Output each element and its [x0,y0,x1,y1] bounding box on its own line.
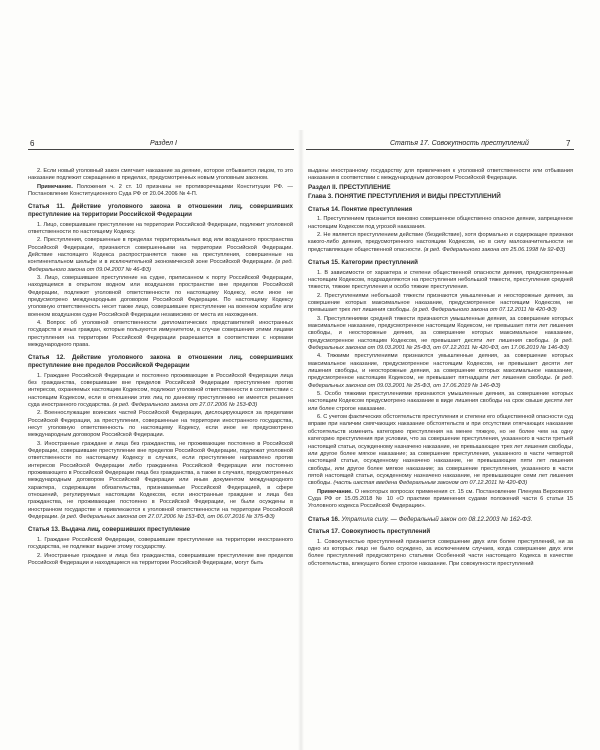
amendment-reference: (в ред. Федеральных законов от 09.03.2001 № 25-ФЗ, от 07.12.2011 № 420-ФЗ, от 17.06.2019 № 146-ФЗ) [308,337,573,352]
previous-page-tail [30,0,570,128]
note-label: Примечание. [317,488,353,495]
article-heading [28,203,293,218]
paragraph-text: 1. Совокупностью преступлений признается совершение двух или более преступлений, ни за одно из которых лицо не было осуждено, за исключением случаев, когда совершение двух или более преступлений предусмотрено статьями Особенной части настоящего Кодекса в качестве обстоятельства, влекущего более строгое наказание. При совокупности преступлений [308,538,573,567]
paragraph-text: 3. Преступлениями средней тяжести признаются умышленные деяния, за совершение которых максимальное наказание, предусмотренное настоящим Кодексом, не превышает пяти лет лишения свободы, и неосторожные деяния, за совершение которых максимальное наказание, предусмотренное настоящим Кодексом, не превышает десяти лет лишения свободы. [308,315,573,344]
left-header-rule [28,149,294,150]
amendment-reference: (часть шестая введена Федеральным законом от 07.12.2011 № 420-ФЗ) [331,480,528,487]
section-heading [308,184,573,192]
paragraph-text: 2. Преступления, совершенные в пределах территориальных вод или воздушного пространства Российской Федерации, признаются совершенными на территории Российской Федерации. Действие настоящего Кодекса распространяется также на преступления, совершенные на континентальном шельфе и в исключительной экономической зоне Российской Федерации. [28,237,293,266]
paragraph-text: 1. Преступлением признается виновно совершенное общественно опасное деяние, запрещенное настоящим Кодексом под угрозой наказания. [308,216,573,230]
paragraph [28,275,293,319]
article-heading-text: Статья 16. [308,515,340,523]
paragraph-text: 2. Если новый уголовный закон смягчает наказание за деяние, которое отбывается лицом, то это наказание подлежит сокращению в пределах, предусмотренных новым уголовным законом. [28,168,293,182]
left-page-body [28,168,293,738]
article-heading-text: Статья 14. Понятие преступления [308,205,413,213]
paragraph-text: 4. Вопрос об уголовной ответственности дипломатических представителей иностранных государств и иных граждан, которые пользуются иммунитетом, в случае совершения этими лицами преступления на территории Российской Федерации разрешается в соответствии с нормами международного права. [28,320,293,349]
article-heading [28,526,293,534]
article-heading [308,206,573,214]
article-heading-text: Статья 11. Действие уголовного закона в отношении лиц, совершивших преступление на территории Российской Федерации [28,203,293,218]
article-heading [308,259,573,267]
paragraph [28,320,293,349]
left-page-number: 6 [30,139,35,148]
paragraph-text: 1. В зависимости от характера и степени общественной опасности деяния, предусмотренные настоящим Кодексом, подразделяются на преступления небольшой тяжести, преступления средней тяжести, тяжкие преступления и особо тяжкие преступления. [308,269,573,291]
paragraph-text: 5. Особо тяжкими преступлениями признаются умышленные деяния, за совершение которых настоящим Кодексом предусмотрено наказание в виде лишения свободы на срок свыше десяти лет или более строгое наказание. [308,391,573,412]
right-page-body [308,168,573,738]
article-heading-text: Статья 13. Выдача лиц, совершивших преступление [28,526,191,534]
article-heading-text: Статья 17. Совокупность преступлений [308,528,431,536]
paragraph [308,353,573,390]
note-label: Примечание. [37,183,73,190]
paragraph [308,391,573,413]
chapter-heading-text: Глава 3. ПОНЯТИЕ ПРЕСТУПЛЕНИЯ И ВИДЫ ПРЕСТУПЛЕНИЙ [308,192,501,200]
right-page-number: 7 [566,139,571,148]
paragraph [308,270,573,292]
chapter-heading [308,193,573,201]
paragraph [308,539,573,568]
note-text: О некоторых вопросах применения ст. 15 см. Постановление Пленума Верховного Суда РФ от 15.05.2018 № 10 «О практике применения судами положений части 6 статьи 15 Уголовного кодекса Российской Федерации». [308,488,573,510]
paragraph [308,293,573,315]
paragraph-text: 2. Иностранные граждане и лица без гражданства, совершившие преступление вне пределов Российской Федерации и находящиеся на территории Российской Федерации, могут быть [28,552,293,567]
paragraph-text: 1. Лицо, совершившее преступление на территории Российской Федерации, подлежит уголовной ответственности по настоящему Кодексу. [28,221,293,235]
paragraph [308,316,573,353]
paragraph [28,537,293,552]
paragraph-text: 3. Иностранные граждане и лица без гражданства, не проживающие постоянно в Российской Федерации, совершившие преступление вне пределов Российской Федерации, подлежат уголовной ответственности по настоящему Кодексу в случаях, если преступление направлено против интересов Российской Федерации либо гражданина Российской Федерации или постоянно проживающего в Российской Федерации лица без гражданства, а также в случаях, предусмотренных международным договором Российской Федерации или иным документом международного характера, содержащим обязательства, признаваемые Российской Федерацией, в сфере отношений, регулируемых настоящим Кодексом, если иностранные граждане и лица без гражданства, не проживающие постоянно в Российской Федерации, не были осуждены в иностранном государстве и привлекаются к уголовной ответственности на территории Российской Федерации. [28,440,293,521]
note-paragraph [308,489,573,511]
article-heading [308,528,573,536]
amendment-reference: (в ред. Федерального закона от 25.06.1998 № 92-ФЗ) [422,246,566,253]
right-running-head: Статья 17. Совокупность преступлений [390,140,529,147]
paragraph-text: выданы иностранному государству для привлечения к уголовной ответственности или отбывания наказания в соответствии с международным договором Российской Федерации. [308,168,573,182]
paragraph [28,237,293,274]
paragraph-text: 3. Лицо, совершившее преступление на судне, приписанном к порту Российской Федерации, находящемся в открытом водном или воздушном пространстве вне пределов Российской Федерации, подлежит уголовной ответственности по настоящему Кодексу, если иное не предусмотрено международным договором Российской Федерации. По настоящему Кодексу уголовную ответственность несет также лицо, совершившее преступление на военном корабле или военном воздушном судне Российской Федерации независимо от места их нахождения. [28,274,293,318]
left-running-head: Раздел I [150,140,177,147]
paragraph [28,441,293,522]
article-heading [28,354,293,369]
amendment-reference: (в ред. Федеральных законов от 09.03.2001 № 25-ФЗ, от 17.06.2019 № 146-ФЗ) [308,375,573,389]
amendment-reference: (в ред. Федеральных законов от 27.07.2006 № 153-ФЗ, от 06.07.2016 № 375-ФЗ) [58,514,275,521]
paragraph [308,216,573,231]
amendment-reference: Утратила силу. — Федеральный закон от 08.12.2003 № 162-ФЗ. [339,515,533,523]
amendment-reference: (в ред. Федерального закона от 27.07.2006 № 153-ФЗ) [110,401,258,408]
paragraph [308,232,573,254]
paragraph-text: 1. Граждане Российской Федерации и постоянно проживающие в Российской Федерации лица без гражданства, совершившие вне пределов Российской Федерации преступление против интересов, охраняемых настоящим Кодексом, подлежат уголовной ответственности в соответствии с настоящим Кодексом, если в отношении этих лиц по данному преступлению не имеется решения суда иностранного государства. [28,372,293,408]
paragraph [28,553,293,568]
paragraph [308,414,573,487]
paragraph-text: 2. Не является преступлением действие (бездействие), хотя формально и содержащее признаки какого-либо деяния, предусмотренного настоящим Кодексом, но в силу малозначительности не представляющее общественной опасности. [308,231,573,253]
paragraph [28,222,293,237]
paragraph-text: 1. Граждане Российской Федерации, совершившие преступление на территории иностранного государства, не подлежат выдаче этому государству. [28,537,293,551]
paragraph [28,410,293,439]
paragraph [308,168,573,183]
amendment-reference: (в ред. Федерального закона от 09.04.2007 № 46-ФЗ) [28,259,293,273]
paragraph-text: 6. С учетом фактических обстоятельств преступления и степени его общественной опасности суд вправе при наличии смягчающих наказание обстоятельств и при отсутствии отягчающих наказание обстоятельств изменить категорию преступления на менее тяжкую, но не более чем на одну категорию преступления при условии, что за совершение преступления, указанного в части третьей настоящей статьи, осужденному назначено наказание, не превышающее трех лет лишения свободы, или другое более мягкое наказание; за совершение преступления, указанного в части четвертой настоящей статьи, осужденному назначено наказание, не превышающее пяти лет лишения свободы, или другое более мягкое наказание; за совершение преступления, указанного в части пятой настоящей статьи, осужденному назначено наказание, не превышающее семи лет лишения свободы. [308,414,573,487]
right-header-rule [306,149,574,150]
article-heading-text: Статья 15. Категории преступлений [308,259,418,266]
paragraph-text: 2. Преступлениями небольшой тяжести признаются умышленные и неосторожные деяния, за совершение которых максимальное наказание, предусмотренное настоящим Кодексом, не превышает трех лет лишения свободы. [308,292,573,314]
book-gutter [298,130,304,750]
article-heading-text: Статья 12. Действие уголовного закона в отношении лиц, совершивших преступление вне пределов Российской Федерации [28,354,293,369]
paragraph [28,168,293,183]
paragraph-text: 2. Военнослужащие воинских частей Российской Федерации, дислоцирующихся за пределами Российской Федерации, за преступления, совершенные на территории иностранного государства, несут уголовную ответственность по настоящему Кодексу, если иное не предусмотрено международным договором Российской Федерации. [28,410,293,439]
section-heading-text: Раздел II. ПРЕСТУПЛЕНИЕ [308,183,391,191]
note-paragraph [28,184,293,199]
paragraph [28,373,293,410]
paragraph-text: 4. Тяжкими преступлениями признаются умышленные деяния, за совершение которых максимальное наказание, предусмотренное настоящим Кодексом, не превышает десяти лет лишения свободы, и неосторожные деяния, за совершение которых максимальное наказание, предусмотренное настоящим Кодексом, не превышает пятнадцати лет лишения свободы. [308,353,573,382]
note-text: Положения ч. 2 ст. 10 признаны не противоречащими Конституции РФ. — Постановление Конституционного Суда РФ от 20.04.2006 № 4-П. [28,183,293,198]
article-heading [308,516,573,524]
amendment-reference: (в ред. Федерального закона от 07.12.2011 № 420-ФЗ) [410,307,557,314]
